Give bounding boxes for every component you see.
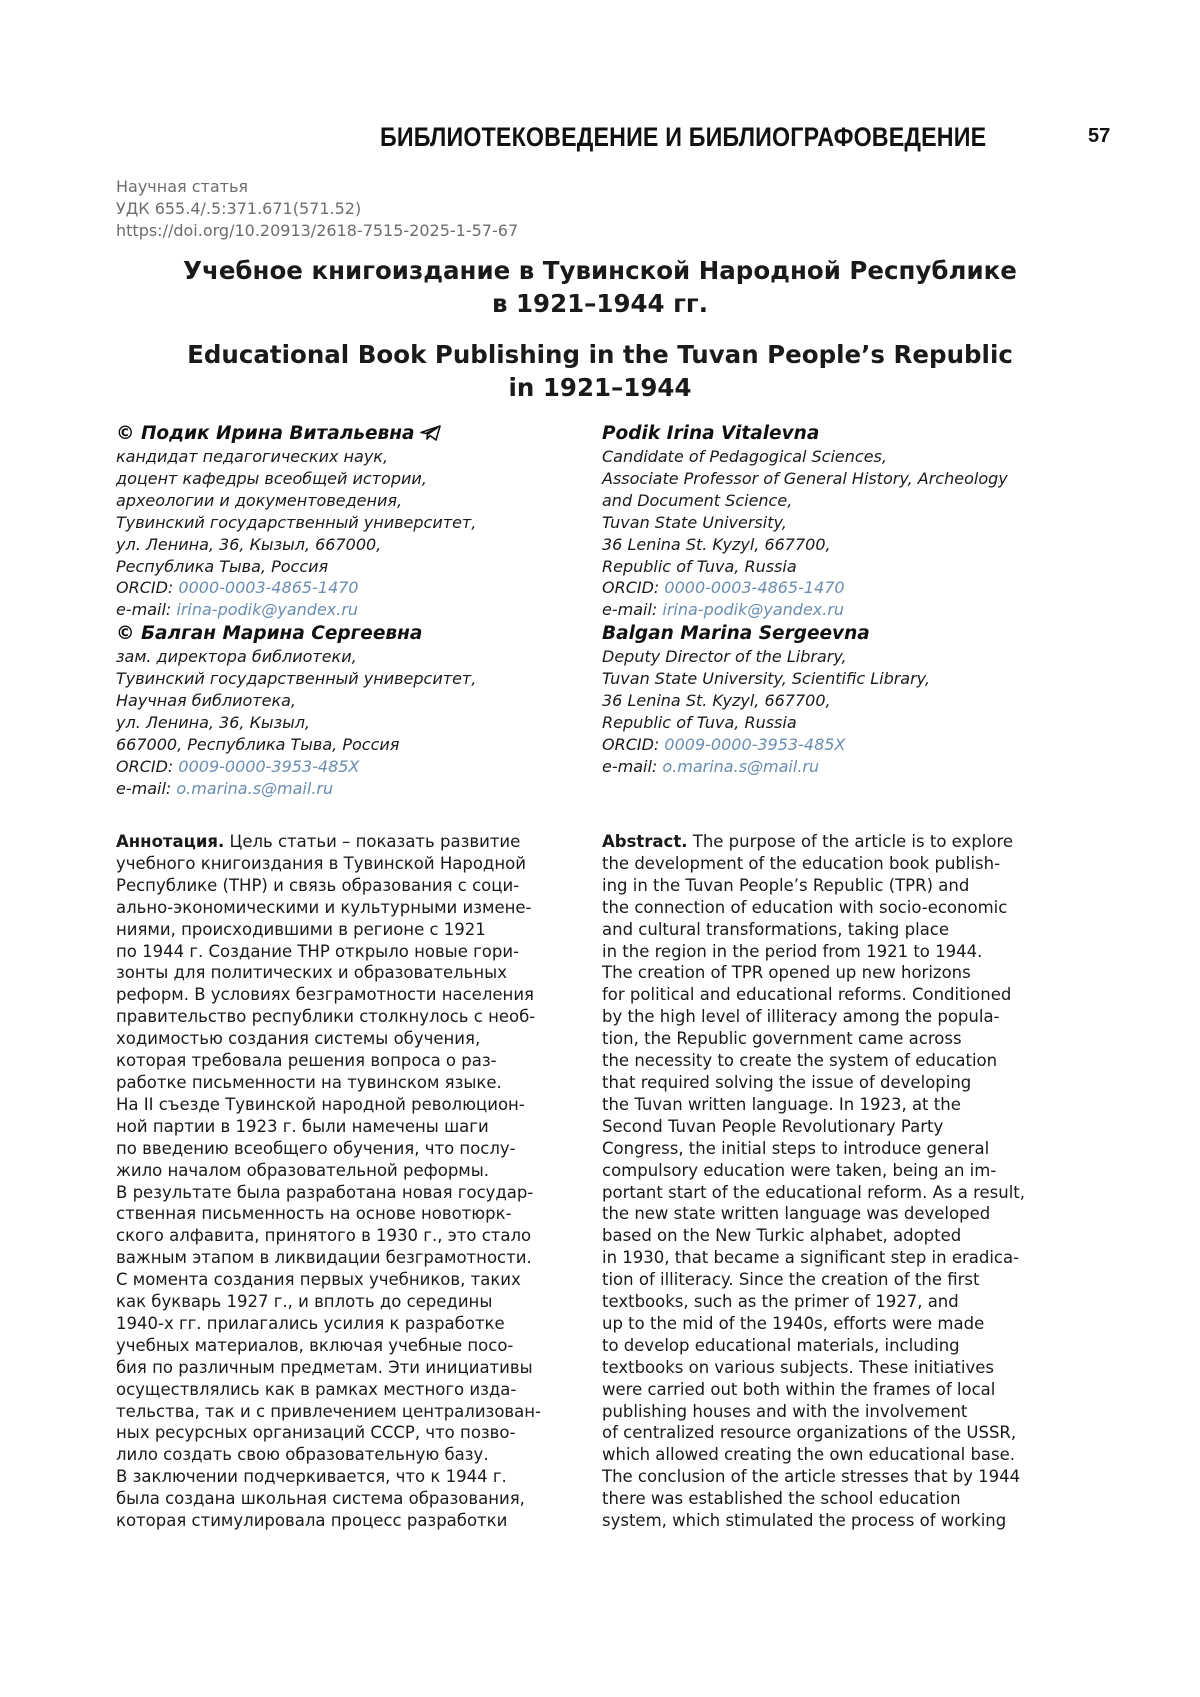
affiliation-line: ул. Ленина, 36, Кызыл, 667000, <box>116 534 586 556</box>
abstract-line: the new state written language was developed <box>602 1203 1072 1225</box>
abstract-line: по 1944 г. Создание ТНР открыло новые гори- <box>116 941 566 963</box>
udc-code: УДК 655.4/.5:371.671(571.52) <box>116 198 518 220</box>
telegram-icon[interactable] <box>420 424 442 440</box>
abstract-line: реформ. В условиях безграмотности населения <box>116 984 566 1006</box>
page-number: 57 <box>1088 125 1110 148</box>
email-link[interactable]: o.marina.s@mail.ru <box>176 779 333 798</box>
orcid-link[interactable]: 0000-0003-4865-1470 <box>664 578 844 597</box>
affiliation-line: Tuvan State University, Scientific Library, <box>602 668 1072 690</box>
affiliation-line: and Document Science, <box>602 490 1072 512</box>
affiliation-line: кандидат педагогических наук, <box>116 446 586 468</box>
affiliation-line: ул. Ленина, 36, Кызыл, <box>116 712 586 734</box>
affiliation-line: Республика Тыва, Россия <box>116 556 586 578</box>
orcid-line: ORCID: 0000-0003-4865-1470 <box>602 577 1072 599</box>
abstract-line: ходимостью создания системы обучения, <box>116 1028 566 1050</box>
abstract-line: textbooks, such as the primer of 1927, and <box>602 1291 1072 1313</box>
abstract-label: Abstract. <box>602 832 688 851</box>
abstract-line: to develop educational materials, including <box>602 1335 1072 1357</box>
abstract-line: tion of illiteracy. Since the creation of the first <box>602 1269 1072 1291</box>
abstract-line: ского алфавита, принятого в 1930 г., это стало <box>116 1225 566 1247</box>
abstract-line: ing in the Tuvan People’s Republic (TPR) and <box>602 875 1072 897</box>
abstract-line: ных ресурсных организаций СССР, что позво- <box>116 1422 566 1444</box>
abstract-line: ственная письменность на основе новотюрк- <box>116 1203 566 1225</box>
doi-link[interactable]: https://doi.org/10.20913/2618-7515-2025-1-57-67 <box>116 220 518 242</box>
abstract-label: Аннотация. <box>116 832 224 851</box>
affiliation-line: Тувинский государственный университет, <box>116 512 586 534</box>
abstract-line: по введению всеобщего обучения, что послу- <box>116 1138 566 1160</box>
affiliation-line: 667000, Республика Тыва, Россия <box>116 734 586 756</box>
abstract-line: The creation of TPR opened up new horizons <box>602 962 1072 984</box>
abstract-line: there was established the school education <box>602 1488 1072 1510</box>
title-english <box>100 338 1100 404</box>
affiliation-line: 36 Lenina St. Kyzyl, 667700, <box>602 534 1072 556</box>
abstract-line: В результате была разработана новая государ- <box>116 1182 566 1204</box>
abstract-line: which allowed creating the own educational base. <box>602 1444 1072 1466</box>
abstract-english <box>602 831 1072 1532</box>
abstract-line: С момента создания первых учебников, таких <box>116 1269 566 1291</box>
abstract-line: and cultural transformations, taking place <box>602 919 1072 941</box>
title-line: Educational Book Publishing in the Tuvan People’s Republic <box>100 338 1100 371</box>
abstract-line: textbooks on various subjects. These initiatives <box>602 1357 1072 1379</box>
abstract-line: Республике (ТНР) и связь образования с соци- <box>116 875 566 897</box>
abstract-line: тельства, так и с привлечением централизован- <box>116 1401 566 1423</box>
email-link[interactable]: o.marina.s@mail.ru <box>662 757 819 776</box>
affiliation-line: доцент кафедры всеобщей истории, <box>116 468 586 490</box>
authors-russian <box>116 422 586 801</box>
orcid-link[interactable]: 0009-0000-3953-485X <box>664 735 845 754</box>
author-name: Balgan Marina Sergeevna <box>602 622 1072 646</box>
abstract-line: Аннотация. Цель статьи – показать развитие <box>116 831 566 853</box>
abstract-line: the development of the education book publish- <box>602 853 1072 875</box>
author-name: © Подик Ирина Витальевна <box>116 422 586 446</box>
affiliation-line: Republic of Tuva, Russia <box>602 556 1072 578</box>
abstract-line: The conclusion of the article stresses that by 1944 <box>602 1466 1072 1488</box>
affiliation-line: Tuvan State University, <box>602 512 1072 534</box>
abstract-line: the connection of education with socio-economic <box>602 897 1072 919</box>
abstract-line: system, which stimulated the process of working <box>602 1510 1072 1532</box>
abstract-line: осуществлялись как в рамках местного изда- <box>116 1379 566 1401</box>
abstract-line: tion, the Republic government came across <box>602 1028 1072 1050</box>
email-link[interactable]: irina-podik@yandex.ru <box>176 600 358 619</box>
email-link[interactable]: irina-podik@yandex.ru <box>662 600 844 619</box>
abstract-line: in the region in the period from 1921 to 1944. <box>602 941 1072 963</box>
abstract-line: В заключении подчеркивается, что к 1944 г. <box>116 1466 566 1488</box>
abstract-line: была создана школьная система образования, <box>116 1488 566 1510</box>
abstract-line: Second Tuvan People Revolutionary Party <box>602 1116 1072 1138</box>
title-line: Учебное книгоиздание в Тувинской Народной Республике <box>100 254 1100 287</box>
abstract-line: ной партии в 1923 г. были намечены шаги <box>116 1116 566 1138</box>
abstract-line: up to the mid of the 1940s, efforts were made <box>602 1313 1072 1335</box>
abstract-line: publishing houses and with the involvement <box>602 1401 1072 1423</box>
abstract-line: как букварь 1927 г., и вплоть до середины <box>116 1291 566 1313</box>
author-block <box>602 422 1072 621</box>
affiliation-line: зам. директора библиотеки, <box>116 646 586 668</box>
author-name: Podik Irina Vitalevna <box>602 422 1072 446</box>
title-russian <box>100 254 1100 320</box>
abstract-line: бия по различным предметам. Эти инициативы <box>116 1357 566 1379</box>
abstract-line: for political and educational reforms. Conditioned <box>602 984 1072 1006</box>
abstract-line: учебного книгоиздания в Тувинской Народной <box>116 853 566 875</box>
author-name: © Балган Марина Сергеевна <box>116 622 586 646</box>
abstract-line: зонты для политических и образовательных <box>116 962 566 984</box>
title-line: в 1921–1944 гг. <box>100 287 1100 320</box>
abstract-line: Abstract. The purpose of the article is to explore <box>602 831 1072 853</box>
abstract-line: которая стимулировала процесс разработки <box>116 1510 566 1532</box>
orcid-line: ORCID: 0009-0000-3953-485X <box>116 756 586 778</box>
affiliation-line: Тувинский государственный университет, <box>116 668 586 690</box>
abstract-line: правительство республики столкнулось с необ- <box>116 1006 566 1028</box>
affiliation-line: Candidate of Pedagogical Sciences, <box>602 446 1072 468</box>
affiliation-line: 36 Lenina St. Kyzyl, 667700, <box>602 690 1072 712</box>
article-type: Научная статья <box>116 176 518 198</box>
authors-english <box>602 422 1072 779</box>
abstract-russian <box>116 831 566 1532</box>
abstract-line: лило создать свою образовательную базу. <box>116 1444 566 1466</box>
abstract-line: учебных материалов, включая учебные посо- <box>116 1335 566 1357</box>
abstract-line: of centralized resource organizations of the USSR, <box>602 1422 1072 1444</box>
email-line: e-mail: o.marina.s@mail.ru <box>116 778 586 800</box>
abstract-line: that required solving the issue of developing <box>602 1072 1072 1094</box>
orcid-link[interactable]: 0000-0003-4865-1470 <box>178 578 358 597</box>
abstract-line: жило началом образовательной реформы. <box>116 1160 566 1182</box>
orcid-line: ORCID: 0000-0003-4865-1470 <box>116 577 586 599</box>
affiliation-line: Republic of Tuva, Russia <box>602 712 1072 734</box>
article-meta <box>116 176 518 242</box>
affiliation-line: археологии и документоведения, <box>116 490 586 512</box>
affiliation-line: Associate Professor of General History, Archeology <box>602 468 1072 490</box>
orcid-line: ORCID: 0009-0000-3953-485X <box>602 734 1072 756</box>
abstract-line: in 1930, that became a significant step in eradica- <box>602 1247 1072 1269</box>
affiliation-line: Научная библиотека, <box>116 690 586 712</box>
abstract-line: portant start of the educational reform. As a result, <box>602 1182 1072 1204</box>
abstract-line: compulsory education were taken, being an im- <box>602 1160 1072 1182</box>
abstract-line: ниями, происходившими в регионе с 1921 <box>116 919 566 941</box>
abstract-line: которая требовала решения вопроса о раз- <box>116 1050 566 1072</box>
section-title: БИБЛИОТЕКОВЕДЕНИЕ И БИБЛИОГРАФОВЕДЕНИЕ <box>380 122 986 153</box>
email-line: e-mail: irina-podik@yandex.ru <box>116 599 586 621</box>
abstract-line: важным этапом в ликвидации безграмотности. <box>116 1247 566 1269</box>
abstract-line: Congress, the initial steps to introduce general <box>602 1138 1072 1160</box>
abstract-line: the necessity to create the system of education <box>602 1050 1072 1072</box>
title-line: in 1921–1944 <box>100 371 1100 404</box>
abstract-line: работке письменности на тувинском языке. <box>116 1072 566 1094</box>
author-block <box>602 622 1072 777</box>
author-block <box>116 422 586 621</box>
affiliation-line: Deputy Director of the Library, <box>602 646 1072 668</box>
abstract-line: ально-экономическими и культурными измене- <box>116 897 566 919</box>
abstract-line: 1940-х гг. прилагались усилия к разработке <box>116 1313 566 1335</box>
abstract-line: На II съезде Тувинской народной революцион- <box>116 1094 566 1116</box>
email-line: e-mail: o.marina.s@mail.ru <box>602 756 1072 778</box>
author-block <box>116 622 586 799</box>
abstract-line: by the high level of illiteracy among the popula- <box>602 1006 1072 1028</box>
email-line: e-mail: irina-podik@yandex.ru <box>602 599 1072 621</box>
abstract-line: were carried out both within the frames of local <box>602 1379 1072 1401</box>
abstract-line: the Tuvan written language. In 1923, at the <box>602 1094 1072 1116</box>
orcid-link[interactable]: 0009-0000-3953-485X <box>178 757 359 776</box>
abstract-line: based on the New Turkic alphabet, adopted <box>602 1225 1072 1247</box>
